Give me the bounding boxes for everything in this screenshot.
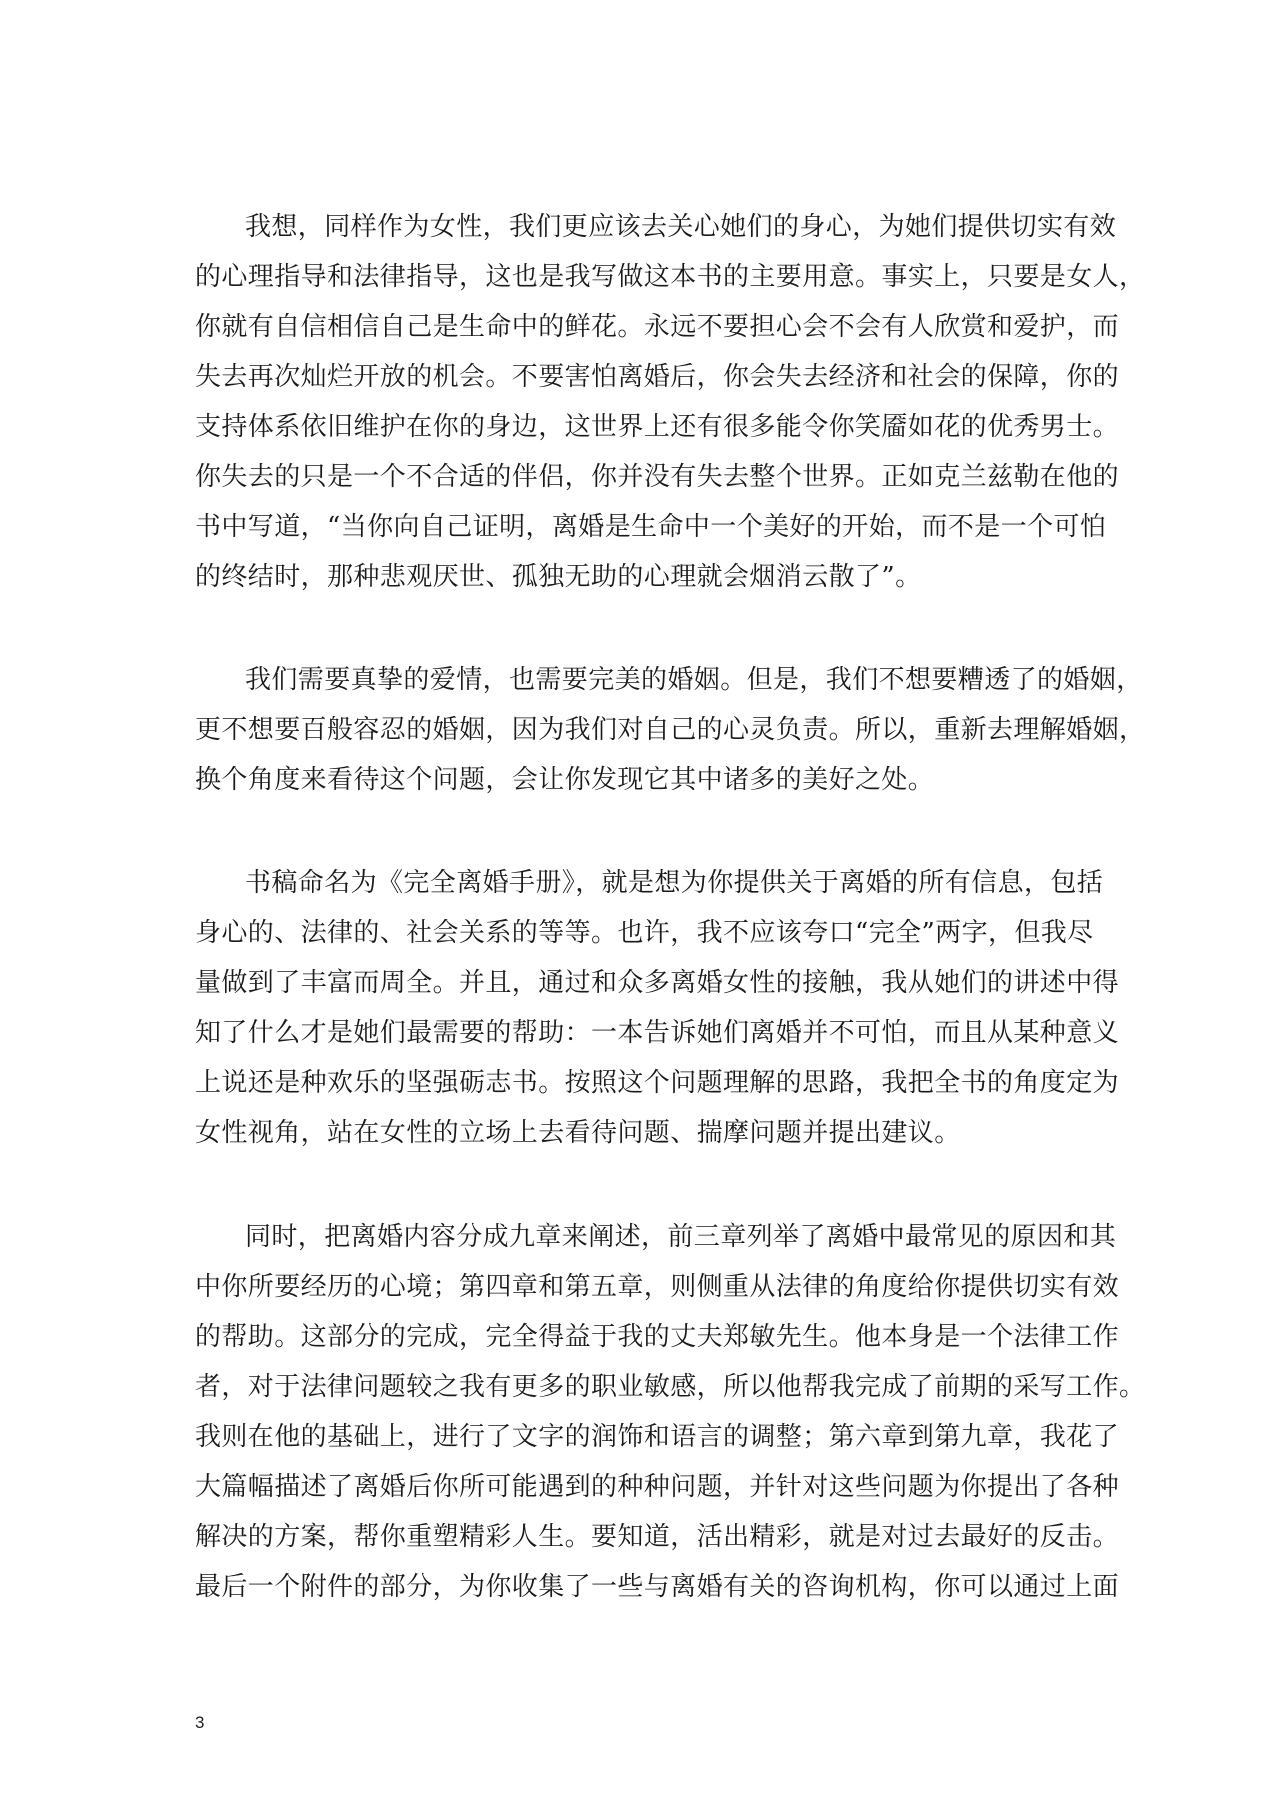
text-line: 支持体系依旧维护在你的身边，这世界上还有很多能令你笑靥如花的优秀男士。	[195, 412, 1120, 442]
text-line: 我们需要真挚的爱情，也需要完美的婚姻。但是，我们不想要糟透了的婚姻，	[245, 665, 1143, 695]
text-line: 我想，同样作为女性，我们更应该去关心她们的身心，为她们提供切实有效	[245, 212, 1117, 242]
text-line: 上说还是种欢乐的坚强砺志书。按照这个问题理解的思路，我把全书的角度定为	[195, 1068, 1120, 1098]
text-line: 的帮助。这部分的完成，完全得益于我的丈夫郑敏先生。他本身是一个法律工作	[195, 1322, 1120, 1352]
text-line: 知了什么才是她们最需要的帮助：一本告诉她们离婚并不可怕，而且从某种意义	[195, 1018, 1120, 1048]
text-line: 书中写道，“当你向自己证明，离婚是生命中一个美好的开始，而不是一个可怕	[195, 512, 1107, 542]
paragraph-2	[195, 655, 1146, 805]
text-line: 量做到了丰富而周全。并且，通过和众多离婚女性的接触，我从她们的讲述中得	[195, 968, 1120, 998]
text-line: 身心的、法律的、社会关系的等等。也许，我不应该夸口“完全”两字，但我尽	[195, 918, 1094, 948]
text-line: 解决的方案，帮你重塑精彩人生。要知道，活出精彩，就是对过去最好的反击。	[195, 1522, 1120, 1552]
text-line: 大篇幅描述了离婚后你所可能遇到的种种问题，并针对这些问题为你提出了各种	[195, 1472, 1120, 1502]
text-line: 我则在他的基础上，进行了文字的润饰和语言的调整；第六章到第九章，我花了	[195, 1422, 1120, 1452]
text-line: 书稿命名为《完全离婚手册》，就是想为你提供关于离婚的所有信息，包括	[245, 868, 1104, 898]
text-line: 你失去的只是一个不合适的伴侣，你并没有失去整个世界。正如克兰兹勒在他的	[195, 462, 1120, 492]
text-line: 同时，把离婚内容分成九章来阐述，前三章列举了离婚中最常见的原因和其	[245, 1222, 1117, 1252]
text-line: 女性视角，站在女性的立场上去看待问题、揣摩问题并提出建议。	[195, 1118, 961, 1148]
text-line: 换个角度来看待这个问题，会让你发现它其中诸多的美好之处。	[195, 765, 935, 795]
text-line: 你就有自信相信自己是生命中的鲜花。永远不要担心会不会有人欣赏和爱护，而	[195, 312, 1120, 342]
paragraph-4	[195, 1212, 1146, 1612]
page-number: 3	[195, 1713, 205, 1732]
text-line: 的心理指导和法律指导，这也是我写做这本书的主要用意。事实上，只要是女人，	[195, 262, 1146, 292]
paragraph-3	[195, 858, 1120, 1158]
text-line: 失去再次灿烂开放的机会。不要害怕离婚后，你会失去经济和社会的保障，你的	[195, 362, 1120, 392]
text-line: 的终结时，那种悲观厌世、孤独无助的心理就会烟消云散了”。	[195, 562, 922, 592]
text-line: 更不想要百般容忍的婚姻，因为我们对自己的心灵负责。所以，重新去理解婚姻，	[195, 715, 1146, 745]
text-line: 最后一个附件的部分，为你收集了一些与离婚有关的咨询机构，你可以通过上面	[195, 1572, 1120, 1602]
paragraph-1	[195, 202, 1146, 602]
text-line: 中你所要经历的心境；第四章和第五章，则侧重从法律的角度给你提供切实有效	[195, 1272, 1120, 1302]
text-line: 者，对于法律问题较之我有更多的职业敏感，所以他帮我完成了前期的采写工作。	[195, 1372, 1146, 1402]
